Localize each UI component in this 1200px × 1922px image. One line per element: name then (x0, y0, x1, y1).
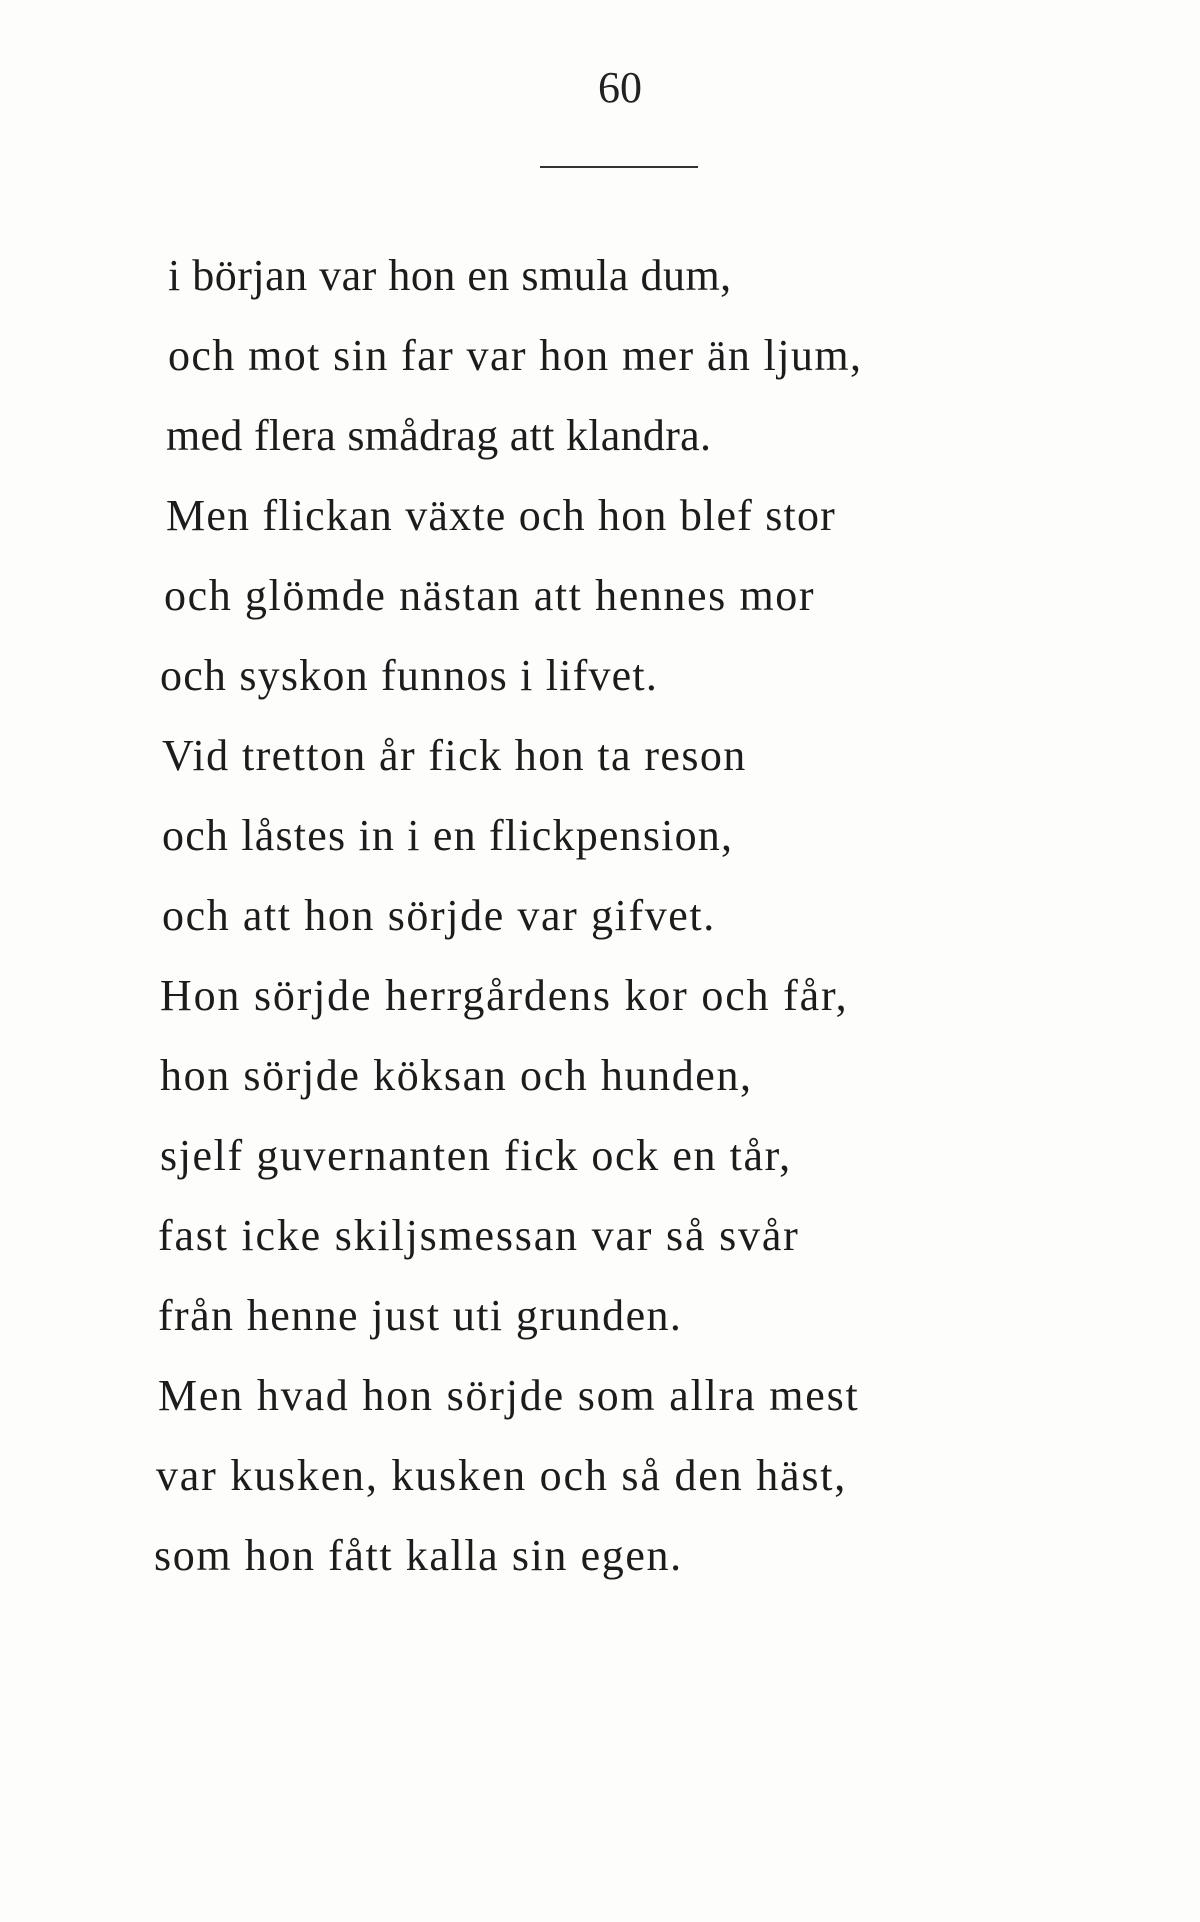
poem-line: i början var hon en smula dum, (168, 251, 732, 300)
poem-line: och att hon sörjde var gifvet. (162, 891, 716, 940)
poem-line: och glömde nästan att hennes mor (164, 571, 816, 620)
page-number: 60 (598, 63, 642, 112)
poem-line: och mot sin far var hon mer än ljum, (168, 331, 863, 380)
poem-line: Vid tretton år fick hon ta reson (162, 731, 747, 780)
poem-line: med flera smådrag att klandra. (166, 411, 712, 460)
poem-line: hon sörjde köksan och hunden, (160, 1051, 753, 1100)
poem-line: från henne just uti grunden. (158, 1291, 683, 1340)
poem-line: fast icke skiljsmessan var så svår (158, 1211, 800, 1260)
poem-line: Hon sörjde herrgårdens kor och får, (160, 971, 849, 1020)
poem-line: var kusken, kusken och så den häst, (156, 1451, 848, 1500)
poem-line: Men hvad hon sörjde som allra mest (158, 1371, 860, 1420)
poem-line: och syskon funnos i lifvet. (160, 651, 659, 700)
poem-line: som hon fått kalla sin egen. (154, 1531, 683, 1580)
header-rule (540, 166, 698, 168)
poem-line: Men flickan växte och hon blef stor (166, 491, 837, 540)
poem-line: sjelf guvernanten fick ock en tår, (160, 1131, 792, 1180)
poem-line: och låstes in i en flickpension, (162, 811, 734, 860)
